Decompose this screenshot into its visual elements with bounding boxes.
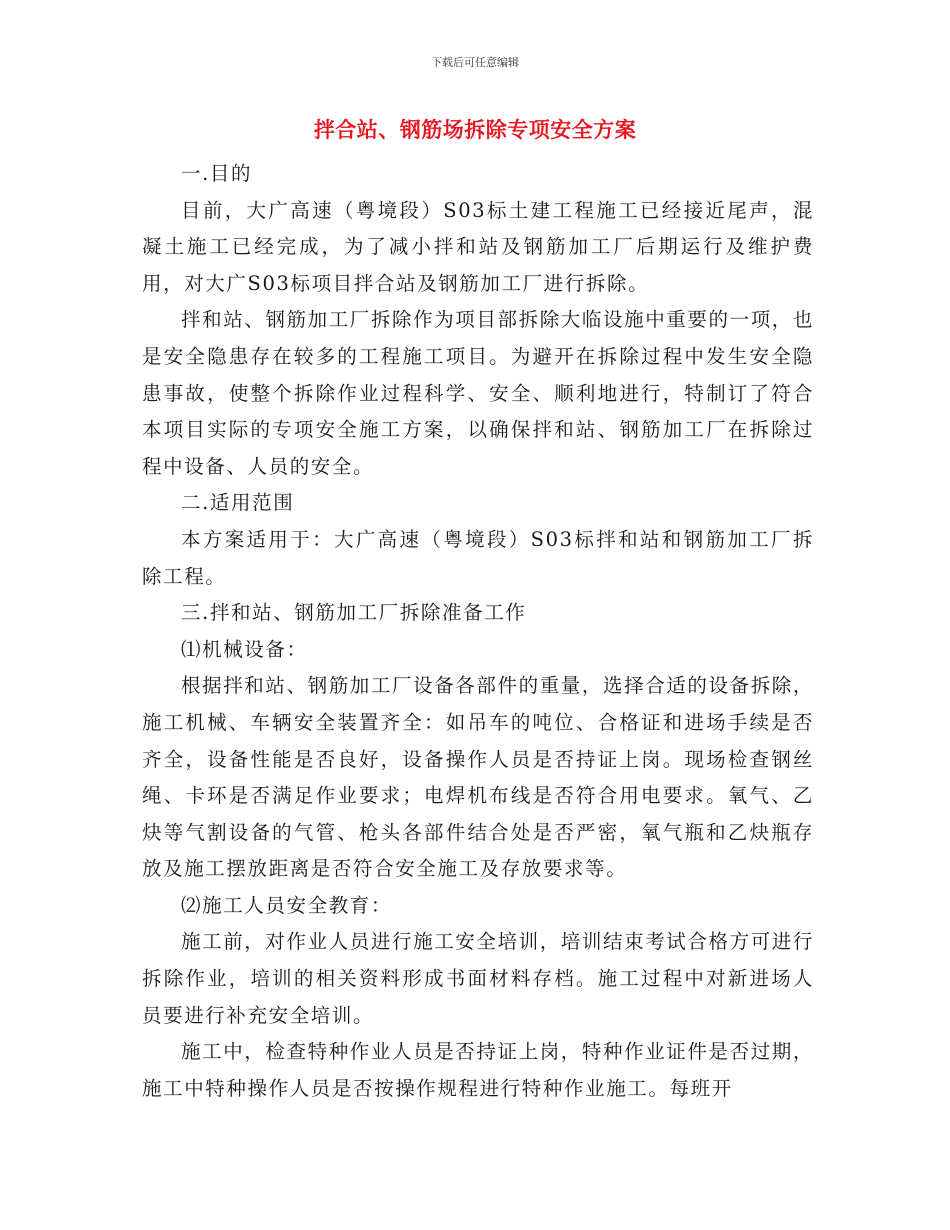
paragraph-purpose-background: 目前，大广高速（粤境段）S03标土建工程施工已经接近尾声，混凝土施工已经完成，为了减小拌和站及钢筋加工厂后期运行及维护费用，对大广S03标项目拌合站及钢筋加工厂进行拆除。 [142, 198, 814, 295]
paragraph-special-operations: 施工中，检查特种作业人员是否持证上岗，特种作业证件是否过期，施工中特种操作人员是否按操作规程进行特种作业施工。每班开 [142, 1040, 815, 1100]
section-heading-scope: 二.适用范围 [181, 491, 295, 515]
document-title: 拌合站、钢筋场拆除专项安全方案 [313, 117, 637, 142]
section-heading-preparation: 三.拌和站、钢筋加工厂拆除准备工作 [181, 601, 527, 625]
document-body [142, 156, 814, 1107]
header-note: 下载后可任意编辑 [431, 56, 519, 69]
paragraph-purpose-reason: 拌和站、钢筋加工厂拆除作为项目部拆除大临设施中重要的一项，也是安全隐患存在较多的工程施工项目。为避开在拆除过程中发生安全隐患事故，使整个拆除作业过程科学、安全、顺利地进行，特制订了符合本项目实际的专项安全施工方案，以确保拌和站、钢筋加工厂在拆除过程中设备、人员的安全。 [142, 308, 815, 478]
paragraph-machinery: 根据拌和站、钢筋加工厂设备各部件的重量，选择合适的设备拆除，施工机械、车辆安全装置齐全：如吊车的吨位、合格证和进场手续是否齐全，设备性能是否良好，设备操作人员是否持证上岗。现场检查钢丝绳、卡环是否满足作业要求；电焊机布线是否符合用电要求。氧气、乙炔等气割设备的气管、枪头各部件结合处是否严密，氧气瓶和乙炔瓶存放及施工摆放距离是否符合安全施工及存放要求等。 [142, 674, 815, 881]
paragraph-safety-training: 施工前，对作业人员进行施工安全培训，培训结束考试合格方可进行拆除作业，培训的相关资料形成书面材料存档。施工过程中对新进场人员要进行补充安全培训。 [142, 930, 815, 1027]
section-heading-purpose: 一.目的 [181, 162, 253, 185]
subheading-safety-education: ⑵施工人员安全教育： [181, 893, 393, 917]
paragraph-scope: 本方案适用于：大广高速（粤境段）S03标拌和站和钢筋加工厂拆除工程。 [142, 527, 814, 588]
subheading-machinery: ⑴机械设备： [181, 637, 308, 661]
